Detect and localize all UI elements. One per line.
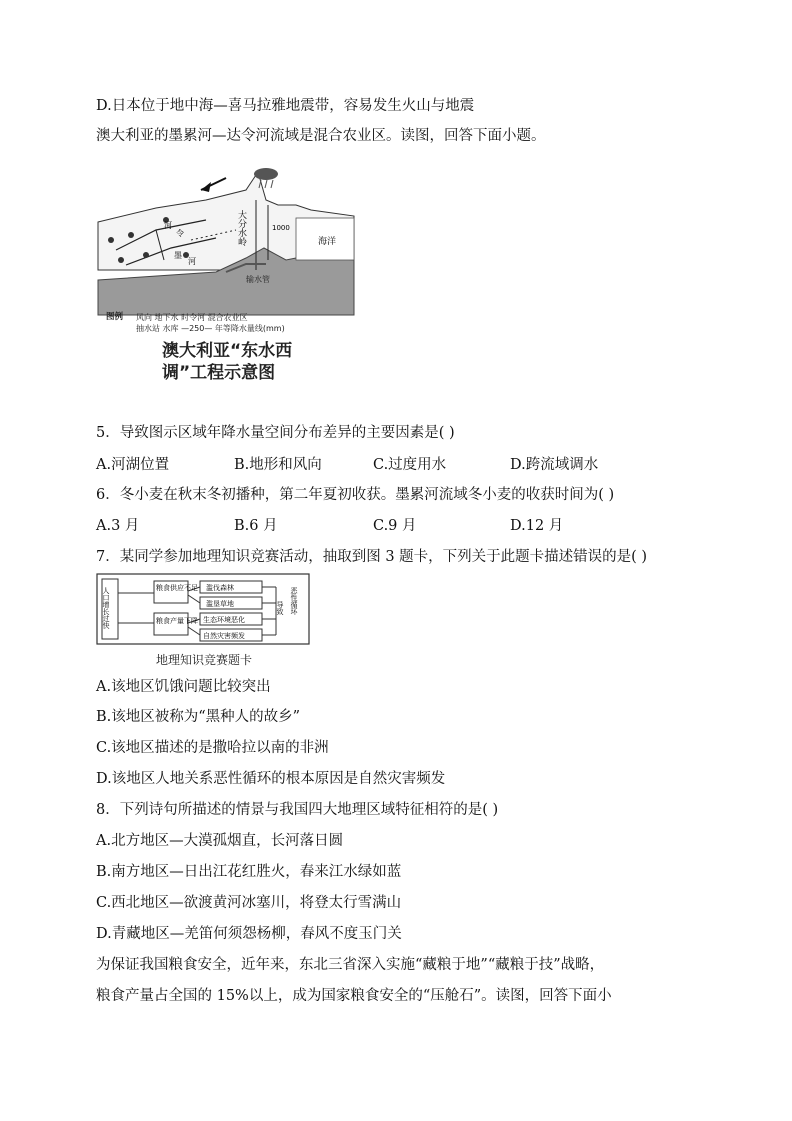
label-isoline: 1000 xyxy=(272,224,290,232)
card-population-growth: 人口增长过快 xyxy=(102,587,110,629)
label-river-d: 河 xyxy=(188,257,196,266)
passage-line-2: 粮食产量占全国的 15%以上，成为国家粮食安全的“压舱石”。读图，回答下面小 xyxy=(96,988,612,1004)
card-overgraze: 滥垦草地 xyxy=(206,600,234,608)
q6-option-b[interactable]: B.6 月 xyxy=(234,518,278,534)
q6-option-d[interactable]: D.12 月 xyxy=(510,518,564,534)
figure-east-water-west xyxy=(96,160,356,390)
q7-option-d[interactable]: D.该地区人地关系恶性循环的根本原因是自然灾害频发 xyxy=(96,771,446,787)
q8-option-b[interactable]: B.南方地区—日出江花红胜火，春来江水绿如蓝 xyxy=(96,864,402,880)
intro-murray-darling: 澳大利亚的墨累河—达令河流域是混合农业区。读图，回答下面小题。 xyxy=(96,128,546,144)
q7-option-b[interactable]: B.该地区被称为“黑种人的故乡” xyxy=(96,709,301,725)
q6-option-a[interactable]: A.3 月 xyxy=(96,518,140,534)
q8-option-c[interactable]: C.西北地区—欲渡黄河冰塞川，将登太行雪满山 xyxy=(96,895,402,911)
q5-option-a[interactable]: A.河湖位置 xyxy=(96,457,170,473)
card-disaster: 自然灾害频发 xyxy=(203,632,245,640)
label-river-a: 河 xyxy=(164,221,172,230)
q5-option-c[interactable]: C.过度用水 xyxy=(373,457,447,473)
card-eco-degrade: 生态环境恶化 xyxy=(203,616,245,624)
diagram-vicious-cycle xyxy=(96,573,310,645)
q8-option-d[interactable]: D.青藏地区—羌笛何须怨杨柳，春风不度玉门关 xyxy=(96,926,402,942)
question-5-stem: 5．导致图示区域年降水量空间分布差异的主要因素是( ) xyxy=(96,425,455,441)
label-river-b: 令 xyxy=(176,229,184,238)
label-pipe: 输水管 xyxy=(246,275,270,284)
card-cycle: 恶性循环 xyxy=(290,587,298,615)
q5-option-b[interactable]: B.地形和风向 xyxy=(234,457,322,473)
q7-option-a[interactable]: A.该地区饥饿问题比较突出 xyxy=(96,679,271,695)
passage-line-1: 为保证我国粮食安全，近年来，东北三省深入实施“藏粮于地”“藏粮于技”战略， xyxy=(96,957,605,973)
question-6-stem: 6．冬小麦在秋末冬初播种，第二年夏初收获。墨累河流域冬小麦的收获时间为( ) xyxy=(96,487,615,503)
legend-row-1: 风向 地下水 时令河 混合农业区 xyxy=(136,313,248,322)
quiz-card-caption: 地理知识竞赛题卡 xyxy=(156,653,253,667)
option-d-japan: D.日本位于地中海—喜马拉雅地震带，容易发生火山与地震 xyxy=(96,98,475,114)
q6-option-c[interactable]: C.9 月 xyxy=(373,518,417,534)
diagram-cross-section xyxy=(96,160,356,320)
q5-option-d[interactable]: D.跨流域调水 xyxy=(510,457,599,473)
question-7-stem: 7．某同学参加地理知识竞赛活动，抽取到图 3 题卡，下列关于此题卡描述错误的是( ) xyxy=(96,549,648,565)
label-river-c: 墨 xyxy=(174,251,182,260)
figure-caption-line-1: 澳大利亚“东水西 xyxy=(162,341,293,361)
label-mountain: 大分水岭 xyxy=(236,210,246,246)
card-food-drop: 粮食产量下降 xyxy=(156,617,198,625)
figure-quiz-card xyxy=(96,573,310,673)
label-sea: 海洋 xyxy=(318,237,337,247)
card-cut-forest: 滥伐森林 xyxy=(206,584,234,592)
legend-title: 图例 xyxy=(106,312,124,322)
q8-option-a[interactable]: A.北方地区—大漠孤烟直，长河落日圆 xyxy=(96,833,344,849)
q7-option-c[interactable]: C.该地区描述的是撒哈拉以南的非洲 xyxy=(96,740,329,756)
figure-caption-line-2: 调”工程示意图 xyxy=(162,363,276,383)
card-food-short: 粮食供应不足 xyxy=(156,584,198,592)
legend-row-2: 抽水站 水库 —250— 年等降水量线(mm) xyxy=(136,324,285,333)
card-lead: 导致 xyxy=(276,601,284,615)
question-8-stem: 8．下列诗句所描述的情景与我国四大地理区域特征相符的是( ) xyxy=(96,802,499,818)
